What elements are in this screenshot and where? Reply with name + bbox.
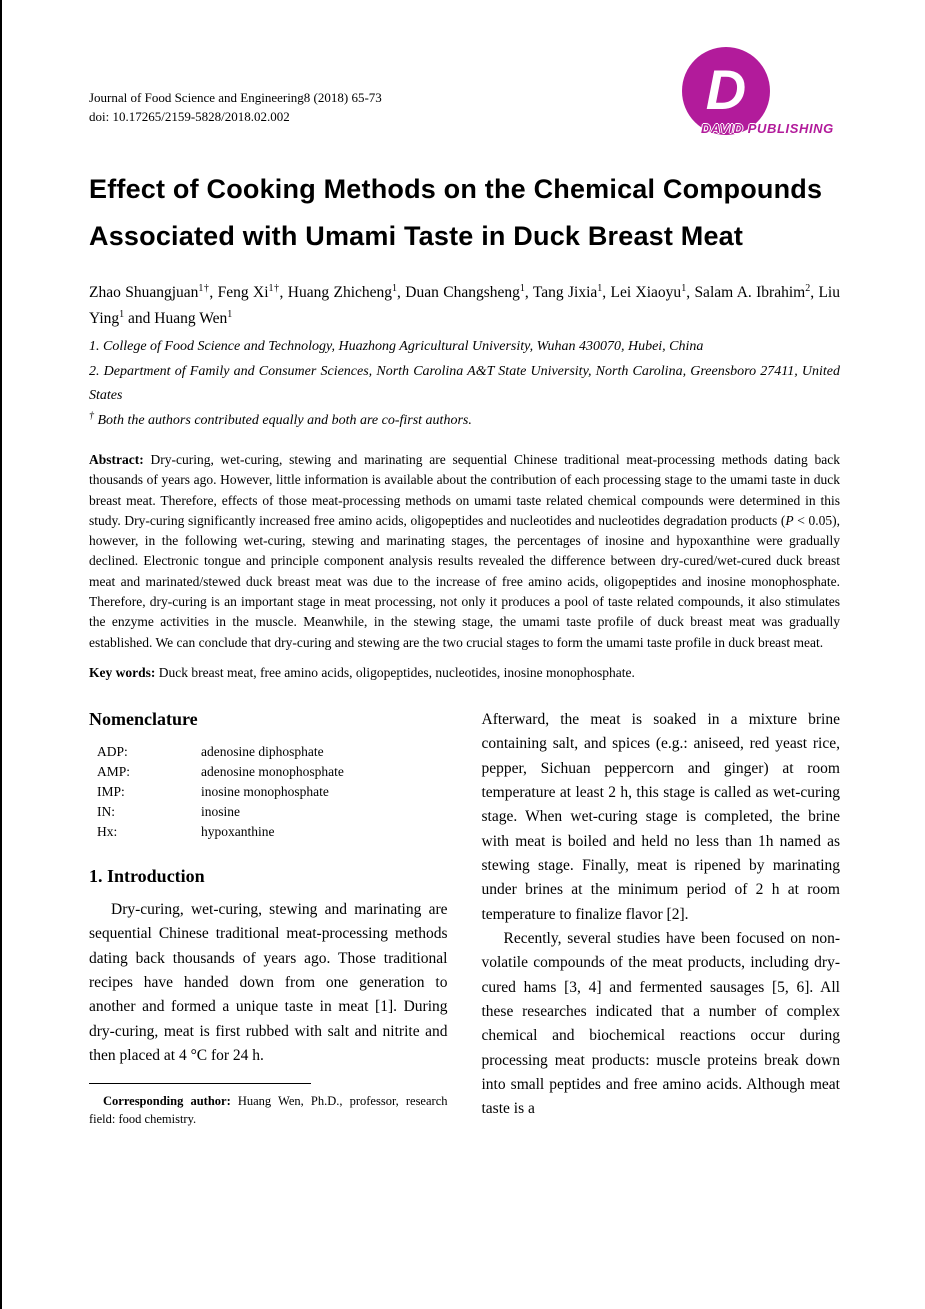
author: Feng $Xi^{1\dagger}$, — [217, 282, 288, 301]
nomenclature-row: Hx: hypoxanthine — [97, 823, 275, 839]
right-paragraph-1: Afterward, the meat is soaked in a mixture brine containing salt, and spices (e.g.: aniseed, red yeast rice, pepper, Sichuan peppercorn and ginger) at room temperature at least 2 h, this stage is called as wet-curing stage. When wet-curing stage is completed, the brine with meat is boiled and held no less than 1h named as stewing stage. Finally, meat is ripened by marinating under brines at the minimum period of 2 h at room temperature to finalize flavor [2]. — [481, 710, 840, 923]
corresponding-author-note — [89, 1093, 448, 1128]
right-paragraph-2: Recently, several studies have been focused on non-volatile compounds of the meat products, including dry-cured hams [3, 4] and fermented sausages [5, 6]. All these researches indicated that a number of complex chemical and biochemical reactions occur during processing meat products: muscle proteins break down into small peptides and free amino acids. Although meat taste is a — [481, 930, 840, 1118]
nomenclature-list — [89, 742, 448, 842]
paper-title — [89, 166, 840, 260]
author: Huang Zhicheng$^1$, — [287, 282, 406, 301]
corresponding-author-label: Corresponding author: — [103, 1094, 231, 1109]
author: Salam A. Ibrahim$^2$, — [694, 282, 819, 301]
affiliations — [89, 335, 840, 433]
publisher-logo-text: DAVID PUBLISHING — [701, 121, 834, 136]
right-column — [482, 708, 841, 1128]
nomenclature-row: IN: inosine — [97, 803, 240, 819]
author: Lei Xiaoyu$^1$, — [610, 282, 695, 301]
author: Duan Changsheng$^1$, — [405, 282, 533, 301]
paper-title-line1: Effect of Cooking Methods on the Chemical Compounds — [89, 174, 823, 204]
abstract — [89, 450, 840, 653]
nomenclature-row: IMP: inosine monophosphate — [97, 783, 329, 799]
abstract-text-1: Dry-curing, wet-curing, stewing and marinating are sequential Chinese traditional meat-processing methods dating back thousands of years ago. However, little information is available about the contribution of each processing stage to the umami taste in duck breast meat. Therefore, effects of those meat-processing methods on umami taste related chemical compounds were determined in this study. Dry-curing significantly increased free amino acids, oligopeptides and nucleotides and nucleotides degradation products ( — [89, 452, 840, 528]
doi-line: doi: 10.17265/2159-5828/2018.02.002 — [89, 109, 290, 124]
footnote-rule — [89, 1083, 311, 1084]
page-header — [89, 57, 840, 136]
nomenclature-row: AMP: adenosine monophosphate — [97, 763, 344, 779]
author: Zhao Shuangjuan$^{1\dagger}$, — [89, 282, 218, 301]
equal-contribution-note: † Both the authors contributed equally and both are co-first authors. — [89, 409, 472, 428]
abstract-p-symbol: P — [785, 512, 794, 528]
publisher-logo — [682, 47, 842, 143]
author: Liu Ying$^1$ and — [89, 284, 840, 327]
affiliation-1: 1. College of Food Science and Technology, Huazhong Agricultural University, Wuhan 430070, Hubei, China — [89, 339, 704, 354]
keywords-label: Key words: — [89, 664, 159, 680]
body-columns — [89, 708, 840, 1128]
corresponding-author-text: Huang Wen, Ph.D., professor, research field: food chemistry. — [89, 1094, 448, 1126]
author: Huang Wen$^1$ — [154, 308, 233, 327]
author-list — [89, 280, 840, 332]
paper-title-line2: Associated with Umami Taste in Duck Breast Meat — [89, 221, 744, 251]
abstract-label: Abstract: — [89, 452, 151, 467]
nomenclature-heading: Nomenclature — [89, 708, 198, 729]
keywords-text: Duck breast meat, free amino acids, oligopeptides, nucleotides, inosine monophosphate. — [158, 664, 635, 680]
logo-d-letter: D — [705, 57, 747, 121]
keywords — [89, 663, 840, 683]
footnote-block — [89, 1083, 448, 1128]
nomenclature-row: ADP: adenosine diphosphate — [97, 743, 324, 759]
author: Tang Jixia$^1$, — [532, 282, 611, 301]
left-column — [89, 708, 448, 1128]
affiliation-2: 2. Department of Family and Consumer Sciences, North Carolina A&T State University, North Carolina, Greensboro 27411, United States — [89, 363, 840, 403]
journal-citation: Journal of Food Science and Engineering8 (2018) 65-73 — [89, 90, 382, 105]
introduction-paragraph: Dry-curing, wet-curing, stewing and marinating are sequential Chinese traditional meat-processing methods dating back thousands of years ago. Those traditional recipes have handed down from one generation to another and formed a unique taste in meat [1]. During dry-curing, meat is first rubbed with salt and nitrite and then placed at 4 °C for 24 h. — [89, 900, 448, 1065]
introduction-heading: 1. Introduction — [89, 865, 205, 886]
abstract-text-2: < 0.05), however, in the following wet-curing, stewing and marinating stages, the percentages of inosine and hypoxanthine were gradually declined. Electronic tongue and principle component analysis results revealed the difference between dry-cured/wet-cured duck breast meat and marinated/stewed duck breast meat was due to the increase of free amino acids, oligopeptides and inosine monophosphate. Therefore, dry-curing is an important stage in meat processing, not only it produces a pool of taste related compounds, it also stimulates the enzyme activities in the muscle. Meanwhile, in the stewing stage, the umami taste profile of duck breast meat was gradually established. We can conclude that dry-curing and stewing are the two crucial stages to form the umami taste profile in duck breast meat. — [89, 512, 840, 650]
